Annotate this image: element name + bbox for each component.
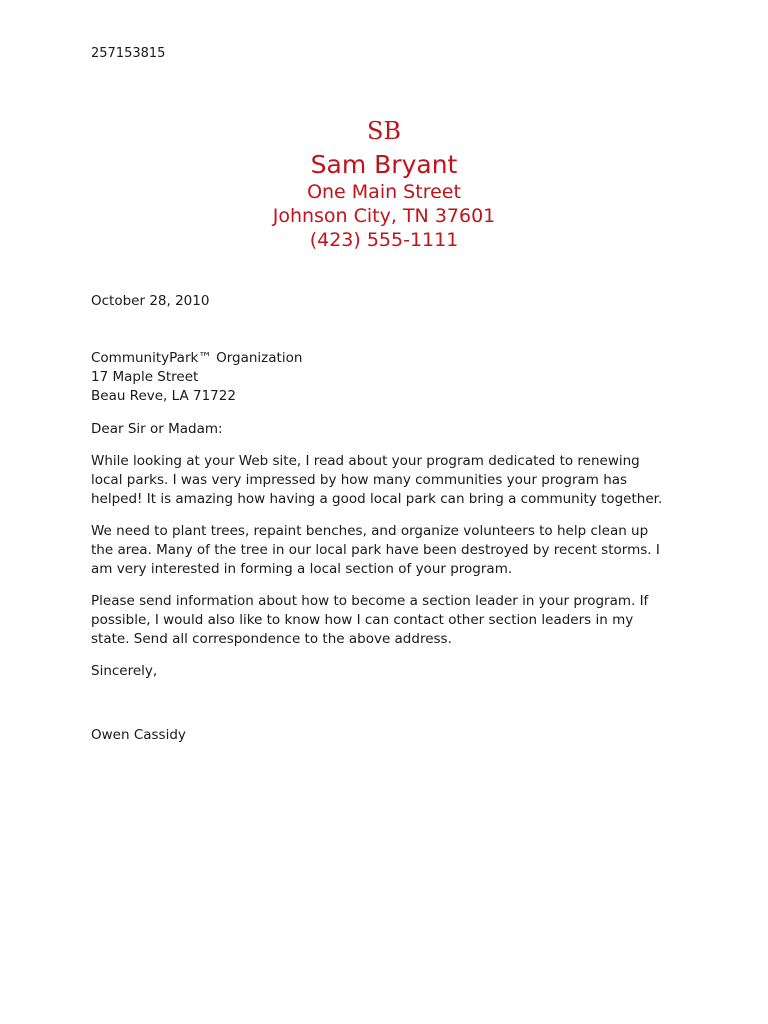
recipient-street: 17 Maple Street [91, 369, 199, 385]
recipient-organization: CommunityPark™ Organization [91, 350, 303, 366]
paragraph-line: helped! It is amazing how having a good local park can bring a community together. [91, 491, 663, 507]
letter-date: October 28, 2010 [91, 293, 210, 309]
closing: Sincerely, [91, 663, 158, 679]
recipient-city-state-zip: Beau Reve, LA 71722 [91, 388, 236, 404]
monogram-logo: SB [366, 117, 402, 145]
recipient-address [91, 349, 302, 406]
signature-name: Owen Cassidy [91, 727, 186, 743]
letterhead [0, 116, 768, 252]
document-id: 257153815 [91, 46, 166, 61]
paragraph-line: the area. Many of the tree in our local park have been destroyed by recent storms. I [91, 542, 660, 558]
sender-name: Sam Bryant [310, 150, 458, 179]
paragraph-line: Please send information about how to become a section leader in your program. If [91, 593, 649, 609]
paragraph-line: We need to plant trees, repaint benches, and organize volunteers to help clean up [91, 523, 649, 539]
paragraph-line: While looking at your Web site, I read about your program dedicated to renewing [91, 453, 640, 469]
paragraph-line: possible, I would also like to know how I can contact other section leaders in my [91, 612, 634, 628]
paragraph-line: state. Send all correspondence to the above address. [91, 631, 452, 647]
paragraph-line: am very interested in forming a local section of your program. [91, 561, 513, 577]
body-paragraph-3 [91, 592, 691, 649]
sender-street: One Main Street [307, 181, 461, 203]
body-paragraph-1 [91, 452, 691, 509]
body-paragraph-2 [91, 522, 691, 579]
sender-phone: (423) 555-1111 [309, 229, 459, 251]
salutation: Dear Sir or Madam: [91, 421, 223, 437]
sender-city-state-zip: Johnson City, TN 37601 [272, 205, 496, 227]
paragraph-line: local parks. I was very impressed by how many communities your program has [91, 472, 628, 488]
